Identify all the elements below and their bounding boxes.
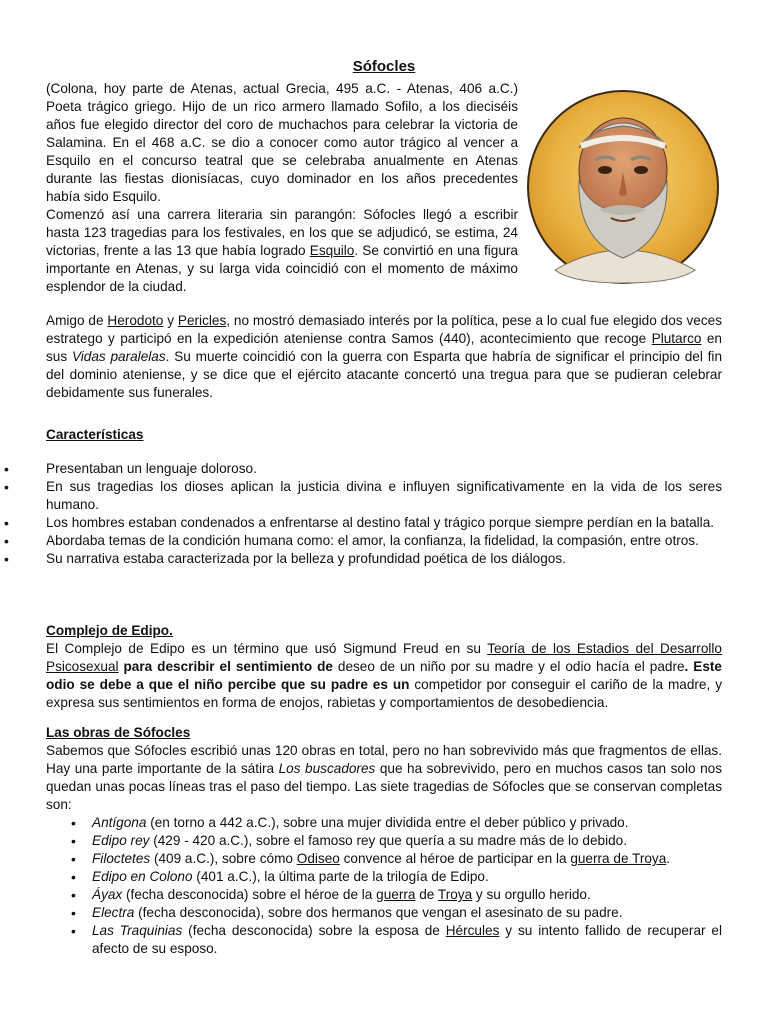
list-item: • Presentaban un lenguaje doloroso. [46, 460, 722, 478]
work-title: Electra [92, 905, 135, 920]
text-run: y [163, 313, 178, 328]
text-run: Los buscadores [278, 761, 376, 776]
text-run: que ha sobrevivido, pero en muchos casos tan solo nos quedan unas pocas líneas tras el paso del tiempo. Las siete tragedias de Sófocles que se conservan completas son: [46, 761, 722, 812]
list-item [92, 922, 722, 958]
edipo-section [46, 622, 722, 712]
text-run: deseo de un niño por su madre y el odio hacía el padre [332, 659, 685, 674]
link-troya[interactable]: Troya [437, 887, 473, 902]
text-run: Sabemos que Sófocles escribió unas 120 obras en total, pero no han sobrevivido más que fragmentos de ellas. Hay una parte importante de la sátira [46, 743, 722, 776]
link-herodoto[interactable]: Herodoto [107, 313, 164, 328]
amigo-section [46, 312, 722, 402]
text-run: y su intento fallido de recuperar el afecto de su esposo. [92, 923, 723, 956]
text-run: , no mostró demasiado interés por la política, pese a lo cual fue elegido dos veces estratego y participó en la expedición ateniense contra Samos (440), acontecimiento que recoge [46, 313, 722, 346]
link-esquilo[interactable]: Esquilo [309, 243, 355, 258]
intro-paragraph-2 [46, 206, 518, 296]
text-run: en sus [46, 331, 722, 364]
caracteristicas-section [46, 426, 722, 568]
link-plutarco[interactable]: Plutarco [651, 331, 702, 346]
intro-section [46, 80, 518, 296]
text-run: para describir el sentimiento de [118, 659, 333, 674]
list-item: • En sus tragedias los dioses aplican la justicia divina e influyen significativamente en la vida de los seres humano. [46, 478, 722, 514]
intro-paragraph-1: (Colona, hoy parte de Atenas, actual Grecia, 495 a.C. - Atenas, 406 a.C.) Poeta trágico griego. Hijo de un rico armero llamado Sofilo, a los dieciséis años fue elegido director del coro de muchachos para celebrar la victoria de Salamina. En el 468 a.C. se dio a conocer como autor trágico al vencer a Esquilo en el concurso teatral que se celebraba anualmente en Atenas durante las fiestas dionisíacas, cuyo dominador en los años precedentes había sido Esquilo. [46, 81, 518, 204]
link-pericles[interactable]: Pericles [177, 313, 227, 328]
text-run: Comenzó así una carrera literaria sin parangón: Sófocles llegó a escribir hasta 123 tragedias para los festivales, en los que se adjudicó, se estima, 24 victorias, frente a las 13 que había logrado [46, 207, 518, 258]
caracteristicas-heading: Características [46, 427, 144, 442]
text-run: convence al héroe de participar en la [339, 851, 571, 866]
list-item: • Los hombres estaban condenados a enfrentarse al destino fatal y trágico porque siempre perdían en la batalla. [46, 514, 722, 532]
text-run: . Su muerte coincidió con la guerra con Esparta que habría de significar el principio del fin del dominio ateniense, y se dice que el ejército atacante concertó una tregua para que se pudieran celebrar debidamente sus funerales. [46, 349, 723, 400]
text-run: . [666, 851, 671, 866]
work-title: Áyax [92, 887, 123, 902]
work-title: Filoctetes [92, 851, 151, 866]
work-title: Antígona [92, 815, 147, 830]
work-title: Edipo en Colono [92, 869, 193, 884]
text-run: (en torno a 442 a.C.), sobre una mujer dividida entre el deber público y privado. [146, 815, 629, 830]
text-run: Vidas paralelas [71, 349, 166, 364]
list-item: • Su narrativa estaba caracterizada por la belleza y profundidad poética de los diálogos. [46, 550, 722, 568]
text-run: El Complejo de Edipo es un término que usó Sigmund Freud en su [46, 641, 488, 656]
text-run: de [415, 887, 438, 902]
work-title: Las Traquinias [92, 923, 183, 938]
obras-section [46, 724, 722, 958]
list-item [92, 868, 722, 886]
link-hercules[interactable]: Hércules [445, 923, 500, 938]
obras-heading: Las obras de Sófocles [46, 725, 191, 740]
list-item [92, 886, 722, 904]
obras-paragraph [46, 742, 722, 814]
text-run: (fecha desconocida), sobre dos hermanos que vengan el asesinato de su padre. [134, 905, 623, 920]
caracteristicas-list [46, 460, 722, 568]
link-guerra-de-troya[interactable]: guerra de Troya [570, 851, 667, 866]
list-item: • Abordaba temas de la condición humana como: el amor, la confianza, la fidelidad, la compasión, entre otros. [46, 532, 722, 550]
edipo-heading: Complejo de Edipo. [46, 623, 173, 638]
text-run: (401 a.C.), la última parte de la trilogía de Edipo. [192, 869, 489, 884]
list-item [92, 850, 722, 868]
work-title: Edipo rey [92, 833, 150, 848]
list-item [92, 904, 722, 922]
link-guerra[interactable]: guerra [376, 887, 416, 902]
text-run: (fecha desconocida) sobre el héroe de la [122, 887, 377, 902]
text-run: y su orgullo herido. [472, 887, 591, 902]
text-run: . Se convirtió en una figura importante en Atenas, y su larga vida coincidió con el momento de máximo esplendor de la ciudad. [46, 243, 518, 294]
text-run: (429 - 420 a.C.), sobre el famoso rey que quería a su madre más de lo debido. [149, 833, 627, 848]
text-run: (409 a.C.), sobre cómo [150, 851, 297, 866]
link-odiseo[interactable]: Odiseo [296, 851, 340, 866]
obras-list [92, 814, 722, 958]
page-title: Sófocles [352, 58, 416, 75]
text-run: Amigo de [46, 313, 108, 328]
sophocles-portrait [527, 90, 719, 284]
text-run: competidor por conseguir el cariño de la madre, y expresa sus sentimientos en forma de enojos, rabietas y comportamientos de desobediencia. [46, 677, 722, 710]
link-teoria-desarrollo[interactable]: Teoría de los Estadios del Desarrollo Psicosexual [46, 641, 722, 674]
edipo-paragraph [46, 640, 722, 712]
text-run: (fecha desconocida) sobre la esposa de [182, 923, 446, 938]
amigo-paragraph [46, 312, 722, 402]
text-run: . Este odio se debe a que el niño percibe que su padre es un [46, 659, 722, 692]
list-item [92, 832, 722, 850]
list-item [92, 814, 722, 832]
